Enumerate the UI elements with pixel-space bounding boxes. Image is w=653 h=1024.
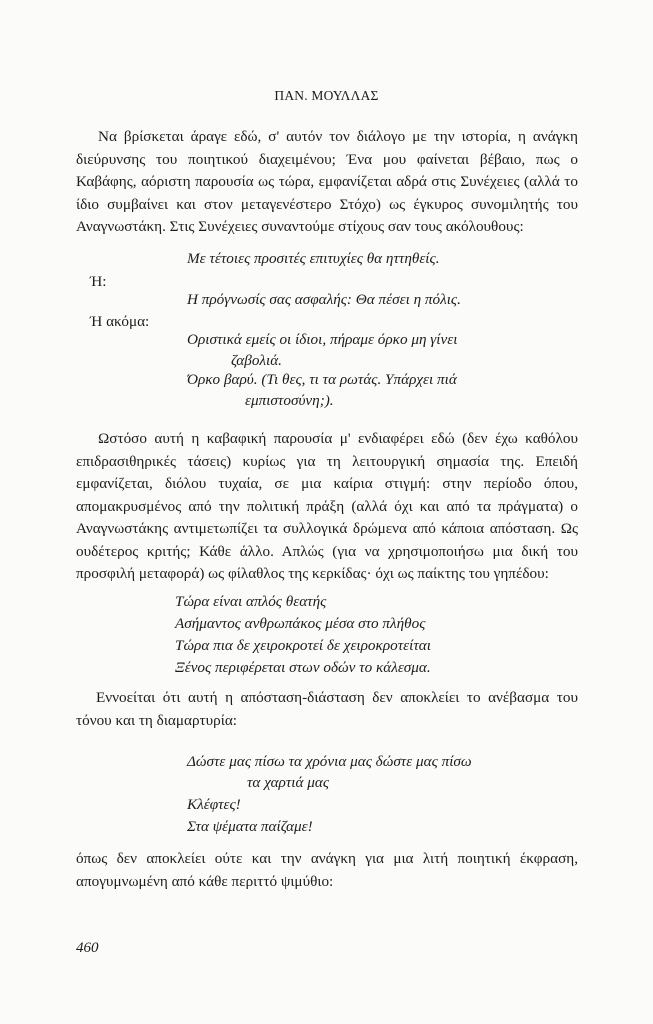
verse-line: Δώστε μας πίσω τα χρόνια μας δώστε μας πίσω	[187, 753, 472, 770]
verse-line-continuation: ζαβολιά.	[231, 352, 282, 369]
verse-line: Ασήμαντος ανθρωπάκος μέσα στο πλήθος	[175, 615, 426, 632]
paragraph-4: όπως δεν αποκλείει ούτε και την ανάγκη για μια λιτή ποιητική έκφραση, απογυμνωμένη από κάθε περιττό ψιμύθιο:	[76, 850, 578, 890]
verse-line: Η πρόγνωσίς σας ασφαλής: Θα πέσει η πόλις.	[187, 291, 461, 308]
verse-line: Τώρα πια δε χειροκροτεί δε χειροκροτείται	[175, 637, 431, 654]
verse-line-continuation: τα χαρτιά μας	[247, 774, 330, 791]
verse-line: Στα ψέματα παίζαμε!	[187, 818, 313, 835]
label-or: Ή:	[90, 273, 107, 290]
verse-line: Με τέτοιες προσιτές επιτυχίες θα ηττηθείς.	[187, 250, 440, 267]
verse-line: Κλέφτες!	[187, 796, 241, 813]
verse-line: Τώρα είναι απλός θεατής	[175, 593, 327, 610]
paragraph-2: Ωστόσο αυτή η καβαφική παρουσία μ' ενδιαφέρει εδώ (δεν έχω καθόλου επιδρασιθηρικές τάσεις) κυρίως για τη λειτουργική σημασία της. Επειδή εμφανίζεται, διόλου τυχαία, σε μια καίρια στιγμή: στην περίοδο όπου, απομακρυσμένος από την πολιτική πράξη (αλλά όχι και από τα πράγματα) ο Αναγνωστάκης αντιμετωπίζει τα συλλογικά δρώμενα από κάποια απόσταση. Ως ουδέτερος κριτής; Κάθε άλλο. Απλώς (για να χρησιμοποιήσω μια δική του προσφιλή μεταφορά) ως φίλαθλος της κερκίδας· όχι ως παίκτης του γηπέδου:	[76, 430, 578, 582]
verse-line: Ξένος περιφέρεται στων οδών το κάλεσμα.	[175, 659, 431, 676]
paragraph-1: Να βρίσκεται άραγε εδώ, σ' αυτόν τον διάλογο με την ιστορία, η ανάγκη διεύρυνσης του ποιητικού διαχειμένου; Ένα μου φαίνεται βέβαιο, πως ο Καβάφης, αόριστη παρουσία ως τώρα, εμφανίζεται αδρά στις Συνέχειες (αλλά το ίδιο συμβαίνει και στον μεταγενέστερο Στόχο) ως έγκυρος συνομιλητής του Αναγνωστάκη. Στις Συνέχειες συναντούμε στίχους σαν τους ακόλουθους:	[76, 128, 578, 235]
page-number: 460	[76, 940, 99, 956]
verse-line: Όρκο βαρύ. (Τι θες, τι τα ρωτάς. Υπάρχει πιά	[187, 371, 457, 388]
running-header: ΠΑΝ. ΜΟΥΛΛΑΣ	[274, 88, 379, 103]
label-more: Ή ακόμα:	[90, 313, 150, 330]
paragraph-3: Εννοείται ότι αυτή η απόσταση-διάσταση δεν αποκλείει το ανέβασμα του τόνου και τη διαμαρτυρία:	[76, 689, 578, 729]
verse-line: Οριστικά εμείς οι ίδιοι, πήραμε όρκο μη γίνει	[187, 331, 458, 348]
verse-line-continuation: εμπιστοσύνη;).	[245, 392, 334, 409]
